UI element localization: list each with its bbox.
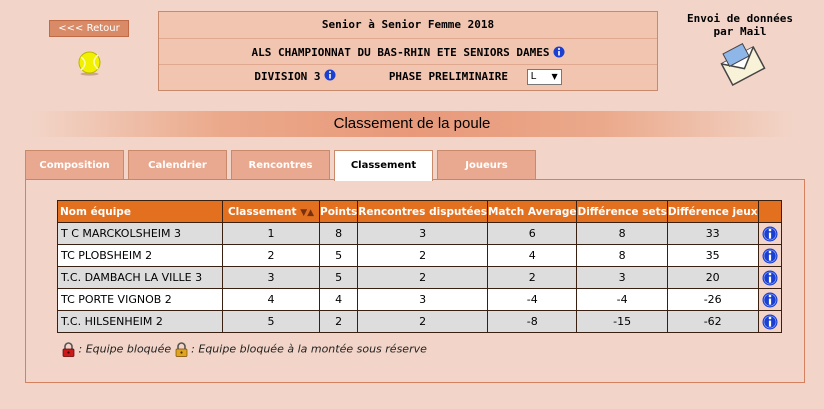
points-cell: 5 (320, 245, 358, 267)
column-header-set-difference: Différence sets (577, 201, 667, 223)
competition-header (158, 11, 658, 91)
points-cell: 4 (320, 289, 358, 311)
info-cell (758, 245, 781, 267)
points-cell: 5 (320, 267, 358, 289)
section-title-band (30, 111, 794, 137)
rank-cell: 3 (223, 267, 320, 289)
tennis-ball-icon (77, 51, 102, 76)
envelope-icon[interactable] (719, 42, 767, 88)
header-divider (159, 38, 657, 39)
match-average-cell: -8 (487, 311, 577, 333)
team-name: T.C. HILSENHEIM 2 (58, 311, 223, 333)
team-name: TC PLOBSHEIM 2 (58, 245, 223, 267)
table-row (58, 223, 782, 245)
red-lock-icon (62, 342, 75, 357)
team-name: TC PORTE VIGNOB 2 (58, 289, 223, 311)
tab-rencontres[interactable]: Rencontres (231, 150, 330, 180)
info-cell (758, 311, 781, 333)
info-icon[interactable] (762, 248, 778, 264)
match-average-cell: -4 (487, 289, 577, 311)
table-row (58, 289, 782, 311)
championship-name-row (159, 46, 657, 59)
info-icon[interactable] (762, 270, 778, 286)
set-difference-cell: -15 (577, 311, 667, 333)
phase-select[interactable]: L ▼ (527, 69, 562, 85)
column-header-rank[interactable]: Classement ▼▲ (223, 201, 320, 223)
matches-cell: 3 (358, 289, 488, 311)
section-title: Classement de la poule (333, 115, 491, 132)
header-divider (159, 64, 657, 65)
column-header-points: Points (320, 201, 358, 223)
game-difference-cell: -62 (667, 311, 758, 333)
legend-blocked-reserve: : Equipe bloquée à la montée sous réserve (191, 342, 427, 356)
matches-cell: 2 (358, 311, 488, 333)
info-icon[interactable] (553, 46, 565, 58)
matches-cell: 3 (358, 223, 488, 245)
table-row (58, 245, 782, 267)
info-icon[interactable] (762, 292, 778, 308)
table-header-row (58, 201, 782, 223)
lock-legend (62, 342, 427, 357)
column-header-info (758, 201, 781, 223)
chevron-down-icon: ▼ (551, 72, 558, 81)
points-cell: 2 (320, 311, 358, 333)
tab-composition[interactable]: Composition (25, 150, 124, 180)
match-average-cell: 4 (487, 245, 577, 267)
phase-label: PHASE PRELIMINAIRE (388, 70, 509, 83)
mail-label: Envoi de données par Mail (687, 12, 793, 38)
matches-cell: 2 (358, 267, 488, 289)
game-difference-cell: 35 (667, 245, 758, 267)
ranking-table (57, 200, 782, 333)
points-cell: 8 (320, 223, 358, 245)
info-icon[interactable] (762, 314, 778, 330)
rank-cell: 2 (223, 245, 320, 267)
rank-cell: 4 (223, 289, 320, 311)
division-phase-row (159, 69, 657, 85)
tab-calendrier[interactable]: Calendrier (128, 150, 227, 180)
legend-blocked: : Equipe bloquée (78, 342, 172, 356)
info-icon[interactable] (762, 226, 778, 242)
rank-cell: 5 (223, 311, 320, 333)
championship-name: ALS CHAMPIONNAT DU BAS-RHIN ETE SENIORS DAMES (251, 46, 550, 59)
tab-classement[interactable]: Classement (334, 150, 433, 181)
team-name: T C MARCKOLSHEIM 3 (58, 223, 223, 245)
table-row (58, 311, 782, 333)
match-average-cell: 2 (487, 267, 577, 289)
orange-lock-icon (175, 342, 188, 357)
set-difference-cell: 8 (577, 223, 667, 245)
tab-joueurs[interactable]: Joueurs (437, 150, 536, 180)
game-difference-cell: 20 (667, 267, 758, 289)
column-header-team: Nom équipe (58, 201, 223, 223)
matches-cell: 2 (358, 245, 488, 267)
info-cell (758, 267, 781, 289)
table-row (58, 267, 782, 289)
set-difference-cell: -4 (577, 289, 667, 311)
division-label: DIVISION 3 (254, 70, 321, 83)
info-cell (758, 289, 781, 311)
column-header-matches: Rencontres disputées (358, 201, 488, 223)
back-button[interactable]: <<< Retour (49, 20, 129, 37)
team-name: T.C. DAMBACH LA VILLE 3 (58, 267, 223, 289)
info-cell (758, 223, 781, 245)
set-difference-cell: 8 (577, 245, 667, 267)
info-icon[interactable] (324, 69, 336, 81)
rank-cell: 1 (223, 223, 320, 245)
sort-arrows-icon[interactable]: ▼▲ (300, 207, 315, 218)
column-header-match-average: Match Average (487, 201, 577, 223)
set-difference-cell: 3 (577, 267, 667, 289)
column-header-game-difference: Différence jeux (667, 201, 758, 223)
match-average-cell: 6 (487, 223, 577, 245)
game-difference-cell: 33 (667, 223, 758, 245)
game-difference-cell: -26 (667, 289, 758, 311)
competition-category: Senior à Senior Femme 2018 (321, 18, 495, 31)
